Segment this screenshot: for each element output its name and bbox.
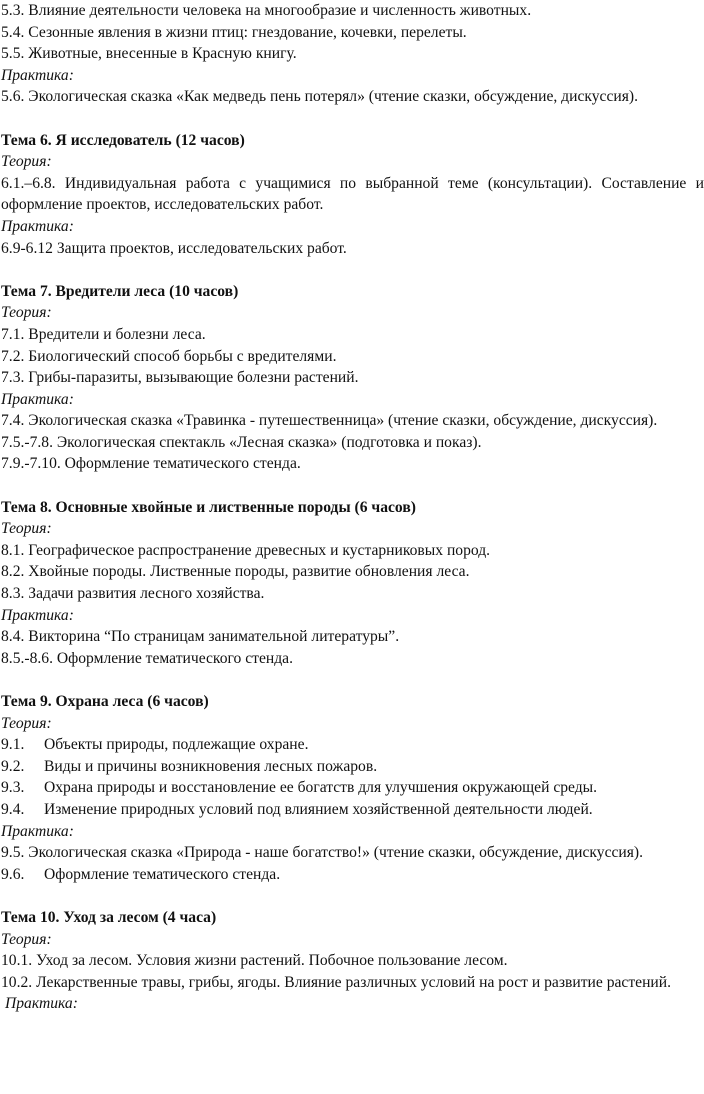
item-9-5: 9.5. Экологическая сказка «Природа - наше богатство!» (чтение сказки, обсуждение, дискуссия). [1,844,644,862]
item-10-1: 10.1. Уход за лесом. Условия жизни растений. Побочное пользование лесом. [1,952,508,970]
item-10-2: 10.2. Лекарственные травы, грибы, ягоды. Влияние различных условий на рост и развитие растений. [1,973,672,991]
item-7-3: 7.3. Грибы-паразиты, вызывающие болезни растений. [1,369,359,387]
item-text: Оформление тематического стенда. [44,865,281,883]
item-7-2: 7.2. Биологический способ борьбы с вредителями. [1,347,337,365]
item-number: 9.2. [1,757,25,775]
item-5-5: 5.5. Животные, внесенные в Красную книгу. [1,45,297,63]
item-text: Изменение природных условий под влиянием хозяйственной деятельности людей. [44,800,593,818]
item-number: 9.3. [1,779,25,797]
practice-label: Практика: [1,606,74,624]
item-5-3: 5.3. Влияние деятельности человека на многообразие и численность животных. [1,2,532,19]
spacer [1,475,704,497]
theory-label: Теория: [1,930,52,948]
item-number: 9.4. [1,800,25,818]
spacer [1,108,704,130]
practice-label: Практика: [1,390,74,408]
item-6-9: 6.9-6.12 Защита проектов, исследовательских работ. [1,239,347,257]
item-9-2 [1,756,704,778]
item-7-4: 7.4. Экологическая сказка «Травинка - путешественница» (чтение сказки, обсуждение, дискуссия). [1,412,658,430]
item-5-4: 5.4. Сезонные явления в жизни птиц: гнездование, кочевки, перелеты. [1,23,467,41]
item-9-3 [1,777,704,799]
item-6-1: 6.1.–6.8. Индивидуальная работа с учащимися по выбранной теме (консультации). Составление и оформление проектов, исследовательских работ. [1,174,704,214]
section-9-title: Тема 9. Охрана леса (6 часов) [1,693,209,710]
theory-label: Теория: [1,153,52,171]
section-6-title: Тема 6. Я исследователь (12 часов) [1,131,245,149]
item-text: Охрана природы и восстановление ее богатств для улучшения окружающей среды. [44,779,598,797]
item-9-1 [1,734,704,756]
item-9-4 [1,799,704,821]
item-8-1: 8.1. Географическое распространение древесных и кустарниковых пород. [1,541,491,559]
spacer [1,669,704,691]
section-10-title: Тема 10. Уход за лесом (4 часа) [1,908,217,926]
item-7-5: 7.5.-7.8. Экологическая спектакль «Лесная сказка» (подготовка и показ). [1,433,482,451]
practice-label: Практика: [1,66,74,84]
section-8-title: Тема 8. Основные хвойные и лиственные породы (6 часов) [1,498,416,516]
theory-label: Теория: [1,714,52,732]
theory-label: Теория: [1,520,52,538]
item-number: 9.6. [1,865,25,883]
item-5-6: 5.6. Экологическая сказка «Как медведь пень потерял» (чтение сказки, обсуждение, дискуссия). [1,88,638,106]
item-number: 9.1. [1,736,25,754]
spacer [1,885,704,907]
item-8-2: 8.2. Хвойные породы. Лиственные породы, развитие обновления леса. [1,563,470,581]
item-8-4: 8.4. Викторина “По страницам занимательной литературы”. [1,628,400,646]
practice-label: Практика: [1,822,74,840]
item-8-3: 8.3. Задачи развития лесного хозяйства. [1,585,265,603]
item-8-5: 8.5.-8.6. Оформление тематического стенда. [1,649,293,667]
item-7-1: 7.1. Вредители и болезни леса. [1,325,206,343]
practice-label: Практика: [5,995,78,1013]
practice-label: Практика: [1,217,74,235]
item-text: Виды и причины возникновения лесных пожаров. [44,757,378,775]
theory-label: Теория: [1,304,52,322]
spacer [1,259,704,281]
section-7-title: Тема 7. Вредители леса (10 часов) [1,282,239,300]
item-7-9: 7.9.-7.10. Оформление тематического стенда. [1,455,301,473]
item-9-6 [1,864,704,886]
item-text: Объекты природы, подлежащие охране. [44,736,309,754]
